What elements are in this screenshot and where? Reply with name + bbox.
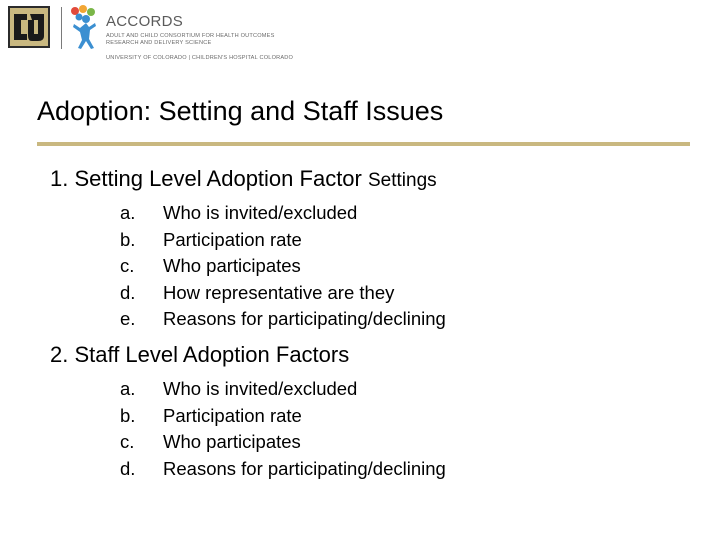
list-marker: d. (120, 281, 136, 303)
title-rule (37, 142, 690, 146)
list-marker: d. (120, 457, 136, 479)
list-marker: b. (120, 228, 136, 250)
section-heading-staff: 2. Staff Level Adoption Factors (50, 342, 350, 367)
section-heading-setting (50, 166, 437, 192)
org-affiliation: UNIVERSITY OF COLORADO | CHILDREN'S HOSPITAL COLORADO (106, 55, 294, 61)
slide-title: Adoption: Setting and Staff Issues (37, 96, 444, 126)
list-item (120, 376, 446, 403)
list-item (120, 253, 446, 280)
section-heading-suffix: Settings (368, 170, 437, 191)
header (0, 0, 720, 70)
list-item-text: Participation rate (163, 228, 302, 250)
list-item (120, 280, 446, 307)
list-marker: c. (120, 255, 135, 277)
list-item (120, 403, 446, 430)
list-marker: e. (120, 308, 136, 330)
list-item-text: Who participates (163, 255, 301, 277)
list-item (120, 429, 446, 456)
list-marker: c. (120, 431, 135, 453)
list-marker: a. (120, 202, 136, 224)
header-divider (61, 7, 62, 49)
list-item (120, 200, 446, 227)
cu-logo-icon (8, 6, 50, 48)
section-heading-text: 1. Setting Level Adoption Factor (50, 166, 362, 191)
list-item-text: Participation rate (163, 404, 302, 426)
list-item-text: Who participates (163, 431, 301, 453)
org-subtitle (106, 33, 275, 47)
list-item-text: Who is invited/excluded (163, 202, 358, 224)
list-item-text: Reasons for participating/declining (163, 457, 446, 479)
list-item (120, 456, 446, 483)
setting-factor-list (120, 200, 446, 333)
org-subtitle-line2: RESEARCH AND DELIVERY SCIENCE (106, 40, 212, 46)
list-marker: a. (120, 378, 136, 400)
list-item-text: Who is invited/excluded (163, 378, 358, 400)
list-marker: b. (120, 404, 136, 426)
list-item (120, 227, 446, 254)
org-subtitle-line1: ADULT AND CHILD CONSORTIUM FOR HEALTH OUTCOMES (106, 33, 275, 39)
accords-figure-icon (66, 4, 100, 50)
list-item (120, 306, 446, 333)
staff-factor-list (120, 376, 446, 482)
list-item-text: Reasons for participating/declining (163, 308, 446, 330)
org-name: ACCORDS (106, 13, 184, 30)
list-item-text: How representative are they (163, 281, 395, 303)
